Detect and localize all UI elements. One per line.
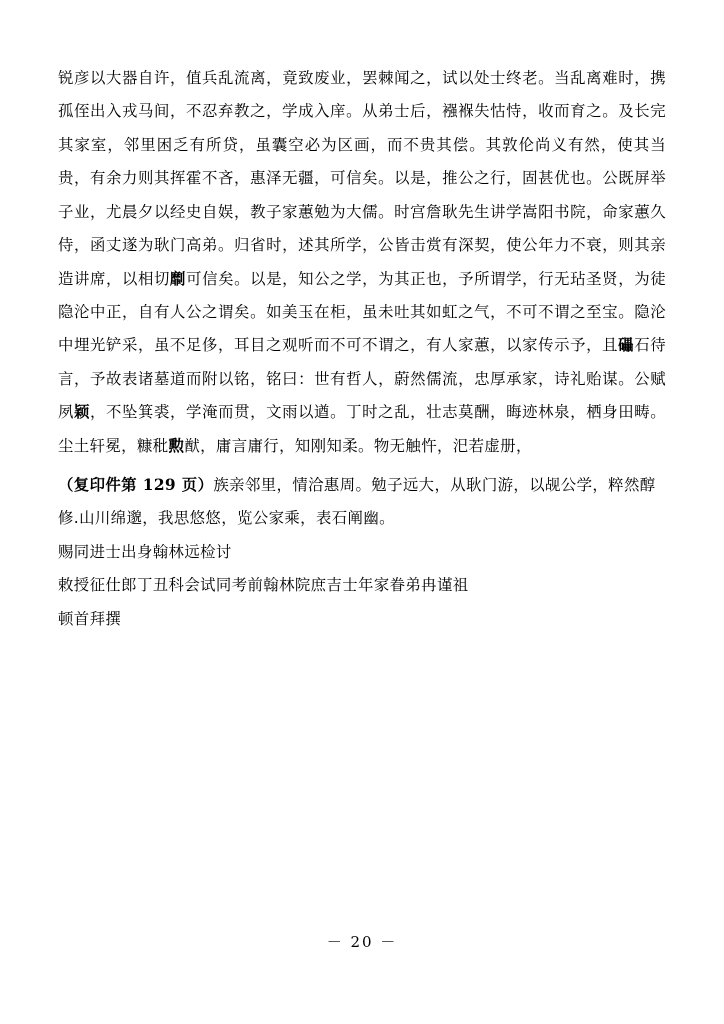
body-segment-4-emphasis: 礧 xyxy=(618,336,635,355)
body-segment-2-emphasis: 劘 xyxy=(170,269,187,288)
body-segment-9: 猷，庸言庸行，知刚知柔。物无触忤，汜若虚册， xyxy=(184,436,532,455)
body-segment-8-emphasis: 勲 xyxy=(168,436,185,455)
reprint-paragraph-text: 族亲邻里，情洽惠周。勉子远大，从耿门游，以觇公学，粹然醇修.山川绵邈，我思悠悠，览公家乘，表石阐幽。 xyxy=(58,476,656,528)
reprint-section xyxy=(58,469,666,536)
body-segment-6-emphasis: 颖 xyxy=(74,403,91,422)
body-segment-1: 锐彦以大器自许，值兵乱流离，竟致废业，罢棘闻之，试以处士终老。当乱离难时，携孤侄出入戎马间，不忍弃教之，学成入庠。从弟士后，襁褓失怙恃，收而育之。及长完其家室，邻里困乏有所贷，虽囊空必为区画，而不贵其偿。其敦伦尚义有然，使其当贵，有余力则其挥霍不吝，惠泽无疆，可信矣。以是，推公之行，固甚优也。公既屏举子业，尤晨夕以经史自娱，教子家蕙勉为大儒。时宫詹耿先生讲学嵩阳书院，命家蕙久侍，函丈遂为耿门高弟。归省时，述其所学，公皆击赏有深契，使公年力不衰，则其亲造讲席，以相切 xyxy=(58,69,666,288)
body-segment-3: 可信矣。以是，知公之学，为其正也，予所谓学，行无玷圣贤，为徒隐沦中正，自有人公之谓矣。如美玉在柜，虽未吐其如虹之气，不可不谓之至宝。隐沦中埋光铲采，虽不足侈，耳目之观听而不可不谓之，有人家蕙，以家传示予，且 xyxy=(58,269,666,355)
main-body-text xyxy=(58,62,666,463)
signature-block xyxy=(58,536,666,636)
signature-line-1: 赐同进士出身翰林远检讨 xyxy=(58,542,232,561)
body-segment-5: 石待言，予故表诸墓道而附以铭，铭曰：世有哲人，蔚然儒流，忠厚承家，诗礼贻谋。公赋夙 xyxy=(58,336,666,422)
page-number: － 20 － xyxy=(326,933,398,951)
signature-line-2: 敕授征仕郎丁丑科会试同考前翰林院庶吉士年家眷弟冉谨祖 xyxy=(58,576,469,595)
body-segment-7: ，不坠箕裘，学淹而贯，文雨以遒。丁时之乱，壮志莫酬，晦迹林泉，栖身田畴。尘土轩冕，糠秕 xyxy=(58,403,667,455)
reprint-page-marker: （复印件第 129 页） xyxy=(58,476,214,495)
body-paragraph xyxy=(58,62,666,463)
signature-line-3: 顿首拜撰 xyxy=(58,609,122,628)
